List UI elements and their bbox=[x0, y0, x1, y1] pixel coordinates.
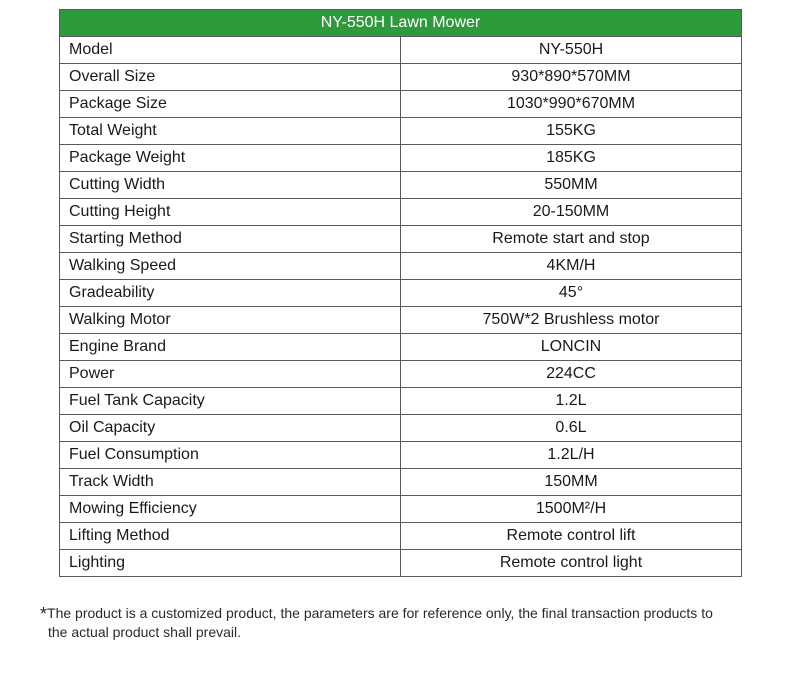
spec-label: Cutting Height bbox=[60, 199, 401, 226]
table-row bbox=[60, 334, 742, 361]
spec-value: 155KG bbox=[401, 118, 742, 145]
spec-label: Lighting bbox=[60, 550, 401, 577]
spec-label: Fuel Consumption bbox=[60, 442, 401, 469]
disclaimer-footnote bbox=[40, 604, 770, 641]
table-row bbox=[60, 307, 742, 334]
table-row bbox=[60, 37, 742, 64]
spec-label: Cutting Width bbox=[60, 172, 401, 199]
spec-label: Engine Brand bbox=[60, 334, 401, 361]
table-row bbox=[60, 415, 742, 442]
spec-label: Model bbox=[60, 37, 401, 64]
table-row bbox=[60, 226, 742, 253]
spec-label: Power bbox=[60, 361, 401, 388]
spec-value: 1.2L/H bbox=[401, 442, 742, 469]
spec-value: Remote control lift bbox=[401, 523, 742, 550]
spec-table bbox=[59, 9, 742, 577]
table-row bbox=[60, 550, 742, 577]
spec-value: 1030*990*670MM bbox=[401, 91, 742, 118]
spec-label: Package Weight bbox=[60, 145, 401, 172]
spec-label: Walking Motor bbox=[60, 307, 401, 334]
spec-value: NY-550H bbox=[401, 37, 742, 64]
table-row bbox=[60, 523, 742, 550]
table-row bbox=[60, 91, 742, 118]
table-row bbox=[60, 442, 742, 469]
asterisk-mark: * bbox=[40, 604, 48, 624]
spec-value: 0.6L bbox=[401, 415, 742, 442]
table-title: NY-550H Lawn Mower bbox=[60, 10, 742, 37]
spec-value: 4KM/H bbox=[401, 253, 742, 280]
spec-label: Track Width bbox=[60, 469, 401, 496]
spec-label: Fuel Tank Capacity bbox=[60, 388, 401, 415]
disclaimer-line-1: The product is a customized product, the parameters are for reference only, the final transaction products to bbox=[47, 605, 713, 621]
spec-value: 930*890*570MM bbox=[401, 64, 742, 91]
spec-value: 1500M²/H bbox=[401, 496, 742, 523]
table-row bbox=[60, 496, 742, 523]
table-row bbox=[60, 145, 742, 172]
spec-label: Package Size bbox=[60, 91, 401, 118]
table-row bbox=[60, 388, 742, 415]
spec-label: Overall Size bbox=[60, 64, 401, 91]
table-row bbox=[60, 199, 742, 226]
spec-label: Starting Method bbox=[60, 226, 401, 253]
table-row bbox=[60, 361, 742, 388]
spec-value: 45° bbox=[401, 280, 742, 307]
table-row bbox=[60, 172, 742, 199]
spec-label: Oil Capacity bbox=[60, 415, 401, 442]
table-header-row bbox=[60, 10, 742, 37]
spec-value: 750W*2 Brushless motor bbox=[401, 307, 742, 334]
spec-value: LONCIN bbox=[401, 334, 742, 361]
spec-value: 224CC bbox=[401, 361, 742, 388]
table-row bbox=[60, 280, 742, 307]
spec-label: Total Weight bbox=[60, 118, 401, 145]
spec-value: 150MM bbox=[401, 469, 742, 496]
spec-value: 20-150MM bbox=[401, 199, 742, 226]
spec-value: Remote control light bbox=[401, 550, 742, 577]
table-row bbox=[60, 469, 742, 496]
table-body bbox=[60, 37, 742, 577]
table-row bbox=[60, 118, 742, 145]
spec-label: Mowing Efficiency bbox=[60, 496, 401, 523]
disclaimer-line-2: the actual product shall prevail. bbox=[48, 624, 241, 640]
table-row bbox=[60, 253, 742, 280]
spec-label: Lifting Method bbox=[60, 523, 401, 550]
spec-value: 185KG bbox=[401, 145, 742, 172]
spec-value: 550MM bbox=[401, 172, 742, 199]
spec-value: 1.2L bbox=[401, 388, 742, 415]
spec-label: Gradeability bbox=[60, 280, 401, 307]
spec-value: Remote start and stop bbox=[401, 226, 742, 253]
spec-label: Walking Speed bbox=[60, 253, 401, 280]
table-row bbox=[60, 64, 742, 91]
